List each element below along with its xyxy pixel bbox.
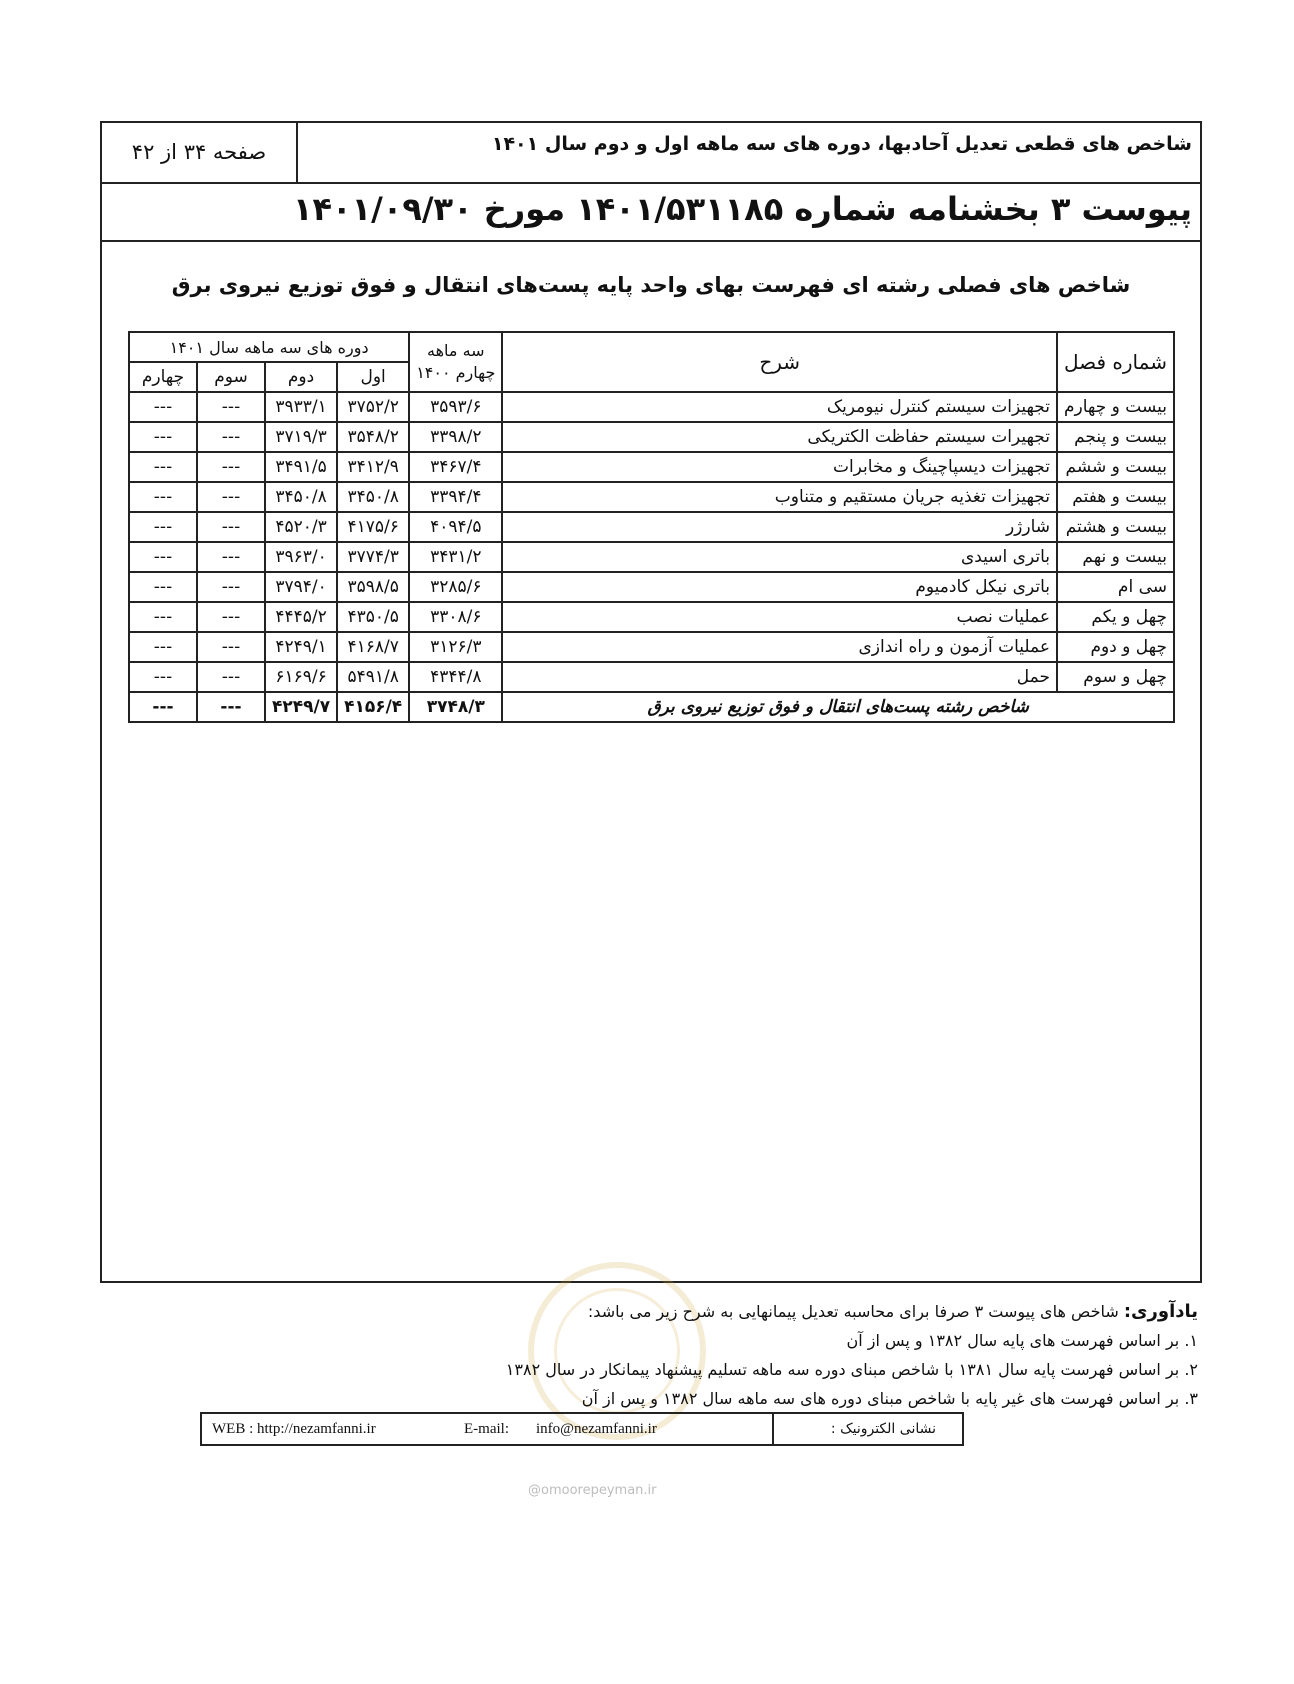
section-title: شاخص های فصلی رشته ای فهرست بهای واحد پایه پست‌های انتقال و فوق توزیع نیروی برق [171, 273, 1131, 297]
cell-chapter: چهل و سوم [1057, 662, 1174, 692]
cell-base: ۳۴۶۷/۴ [409, 452, 502, 482]
cell-chapter: بیست و پنجم [1057, 422, 1174, 452]
cell-description: باتری اسیدی [502, 542, 1057, 572]
cell-q2: ۴۵۲۰/۳ [265, 512, 337, 542]
cell-q4: --- [129, 572, 197, 602]
header-chapter: شماره فصل [1057, 332, 1174, 392]
header-base-line1: سه ماهه [427, 341, 485, 360]
cell-q2: ۴۴۴۵/۲ [265, 602, 337, 632]
cell-q3: --- [197, 602, 265, 632]
total-q1: ۴۱۵۶/۴ [337, 692, 409, 722]
notes-label: یادآوری: [1123, 1301, 1198, 1322]
cell-q4: --- [129, 632, 197, 662]
cell-chapter: بیست و چهارم [1057, 392, 1174, 422]
cell-q2: ۶۱۶۹/۶ [265, 662, 337, 692]
cell-q3: --- [197, 512, 265, 542]
page-number: صفحه ۳۴ از ۴۲ [102, 123, 298, 182]
cell-q3: --- [197, 572, 265, 602]
cell-description: تجهیزات سیستم کنترل نیومریک [502, 392, 1057, 422]
contact-box [200, 1412, 964, 1446]
total-row [129, 692, 1174, 722]
cell-q3: --- [197, 422, 265, 452]
table-row [129, 392, 1174, 422]
cell-description: حمل [502, 662, 1057, 692]
cell-q3: --- [197, 632, 265, 662]
document-frame [100, 121, 1202, 1283]
cell-q3: --- [197, 452, 265, 482]
cell-q2: ۳۴۹۱/۵ [265, 452, 337, 482]
table-row [129, 602, 1174, 632]
cell-q2: ۳۷۱۹/۳ [265, 422, 337, 452]
cell-q4: --- [129, 512, 197, 542]
cell-q1: ۳۵۴۸/۲ [337, 422, 409, 452]
cell-chapter: بیست و هشتم [1057, 512, 1174, 542]
cell-chapter: سی ام [1057, 572, 1174, 602]
cell-q4: --- [129, 392, 197, 422]
cell-q3: --- [197, 542, 265, 572]
index-table [128, 331, 1175, 723]
watermark: @omoorepeyman.ir [528, 1483, 657, 1498]
cell-description: تجهیزات دیسپاچینگ و مخابرات [502, 452, 1057, 482]
cell-q4: --- [129, 452, 197, 482]
cell-base: ۳۴۳۱/۲ [409, 542, 502, 572]
header-base-period [409, 332, 502, 392]
cell-q3: --- [197, 662, 265, 692]
cell-description: تجهیزات تغذیه جریان مستقیم و متناوب [502, 482, 1057, 512]
header-description: شرح [502, 332, 1057, 392]
table-row [129, 422, 1174, 452]
cell-q1: ۴۱۷۵/۶ [337, 512, 409, 542]
cell-q1: ۴۱۶۸/۷ [337, 632, 409, 662]
header-quarter-group: دوره های سه ماهه سال ۱۴۰۱ [129, 332, 409, 362]
table-row [129, 662, 1174, 692]
email-link[interactable]: info@nezamfanni.ir [536, 1421, 657, 1437]
reminder-notes [298, 1297, 1198, 1413]
header-q4: چهارم [129, 362, 197, 392]
total-q4: --- [129, 692, 197, 722]
cell-q2: ۳۹۶۳/۰ [265, 542, 337, 572]
subtitle-row [102, 184, 1200, 242]
cell-q1: ۳۴۱۲/۹ [337, 452, 409, 482]
document-title: شاخص های قطعی تعدیل آحادبها، دوره های سه ماهه اول و دوم سال ۱۴۰۱ [491, 133, 1192, 155]
cell-base: ۴۰۹۴/۵ [409, 512, 502, 542]
header-q2: دوم [265, 362, 337, 392]
cell-description: تجهیرات سیستم حفاظت الکتریکی [502, 422, 1057, 452]
cell-q4: --- [129, 602, 197, 632]
cell-q1: ۵۴۹۱/۸ [337, 662, 409, 692]
table-row [129, 512, 1174, 542]
cell-base: ۳۱۲۶/۳ [409, 632, 502, 662]
header-row [102, 123, 1200, 184]
header-q3: سوم [197, 362, 265, 392]
note-item: ۱. بر اساس فهرست های پایه سال ۱۳۸۲ و پس از آن [846, 1331, 1198, 1350]
cell-q4: --- [129, 542, 197, 572]
total-q2: ۴۲۴۹/۷ [265, 692, 337, 722]
cell-base: ۳۵۹۳/۶ [409, 392, 502, 422]
cell-q2: ۴۲۴۹/۱ [265, 632, 337, 662]
table-row [129, 632, 1174, 662]
cell-q3: --- [197, 482, 265, 512]
note-item: ۲. بر اساس فهرست پایه سال ۱۳۸۱ با شاخص مبنای دوره سه ماهه تسلیم پیشنهاد پیمانکار در سال ۱۳۸۲ [505, 1360, 1198, 1379]
cell-base: ۳۲۸۵/۶ [409, 572, 502, 602]
cell-q2: ۳۷۹۴/۰ [265, 572, 337, 602]
cell-base: ۴۳۴۴/۸ [409, 662, 502, 692]
total-q3: --- [197, 692, 265, 722]
table-row [129, 452, 1174, 482]
cell-q4: --- [129, 482, 197, 512]
total-base: ۳۷۴۸/۳ [409, 692, 502, 722]
cell-base: ۳۳۹۴/۴ [409, 482, 502, 512]
notes-intro-line [298, 1297, 1198, 1326]
cell-chapter: چهل و دوم [1057, 632, 1174, 662]
cell-q1: ۴۳۵۰/۵ [337, 602, 409, 632]
header-q1: اول [337, 362, 409, 392]
cell-q1: ۳۷۵۲/۲ [337, 392, 409, 422]
cell-chapter: چهل و یکم [1057, 602, 1174, 632]
header-base-line2: چهارم ۱۴۰۰ [416, 363, 496, 382]
web-link[interactable]: WEB : http://nezamfanni.ir [212, 1421, 376, 1437]
notes-intro: شاخص های پیوست ۳ صرفا برای محاسبه تعدیل پیمانهایی به شرح زیر می باشد: [587, 1302, 1119, 1321]
table-row [129, 572, 1174, 602]
cell-q4: --- [129, 422, 197, 452]
cell-q1: ۳۵۹۸/۵ [337, 572, 409, 602]
table-row [129, 482, 1174, 512]
cell-chapter: بیست و ششم [1057, 452, 1174, 482]
cell-q1: ۳۴۵۰/۸ [337, 482, 409, 512]
note-item: ۳. بر اساس فهرست های غیر پایه با شاخص مبنای دوره های سه ماهه سال ۱۳۸۲ و پس از آن [581, 1389, 1198, 1408]
total-description: شاخص رشته پست‌های انتقال و فوق توزیع نیروی برق [502, 692, 1174, 722]
cell-chapter: بیست و نهم [1057, 542, 1174, 572]
cell-q4: --- [129, 662, 197, 692]
cell-base: ۳۳۹۸/۲ [409, 422, 502, 452]
email-label: E-mail: [464, 1421, 509, 1437]
cell-description: باتری نیکل کادمیوم [502, 572, 1057, 602]
cell-base: ۳۳۰۸/۶ [409, 602, 502, 632]
cell-chapter: بیست و هفتم [1057, 482, 1174, 512]
cell-description: عملیات آزمون و راه اندازی [502, 632, 1057, 662]
appendix-subtitle: پیوست ۳ بخشنامه شماره ۱۴۰۱/۵۳۱۱۸۵ مورخ ۱۴۰۱/۰۹/۳۰ [292, 190, 1192, 228]
table-row [129, 542, 1174, 572]
cell-q3: --- [197, 392, 265, 422]
contact-label: نشانی الکترونیک : [772, 1414, 962, 1444]
cell-description: شارژر [502, 512, 1057, 542]
cell-q2: ۳۴۵۰/۸ [265, 482, 337, 512]
cell-q2: ۳۹۳۳/۱ [265, 392, 337, 422]
cell-description: عملیات نصب [502, 602, 1057, 632]
cell-q1: ۳۷۷۴/۳ [337, 542, 409, 572]
